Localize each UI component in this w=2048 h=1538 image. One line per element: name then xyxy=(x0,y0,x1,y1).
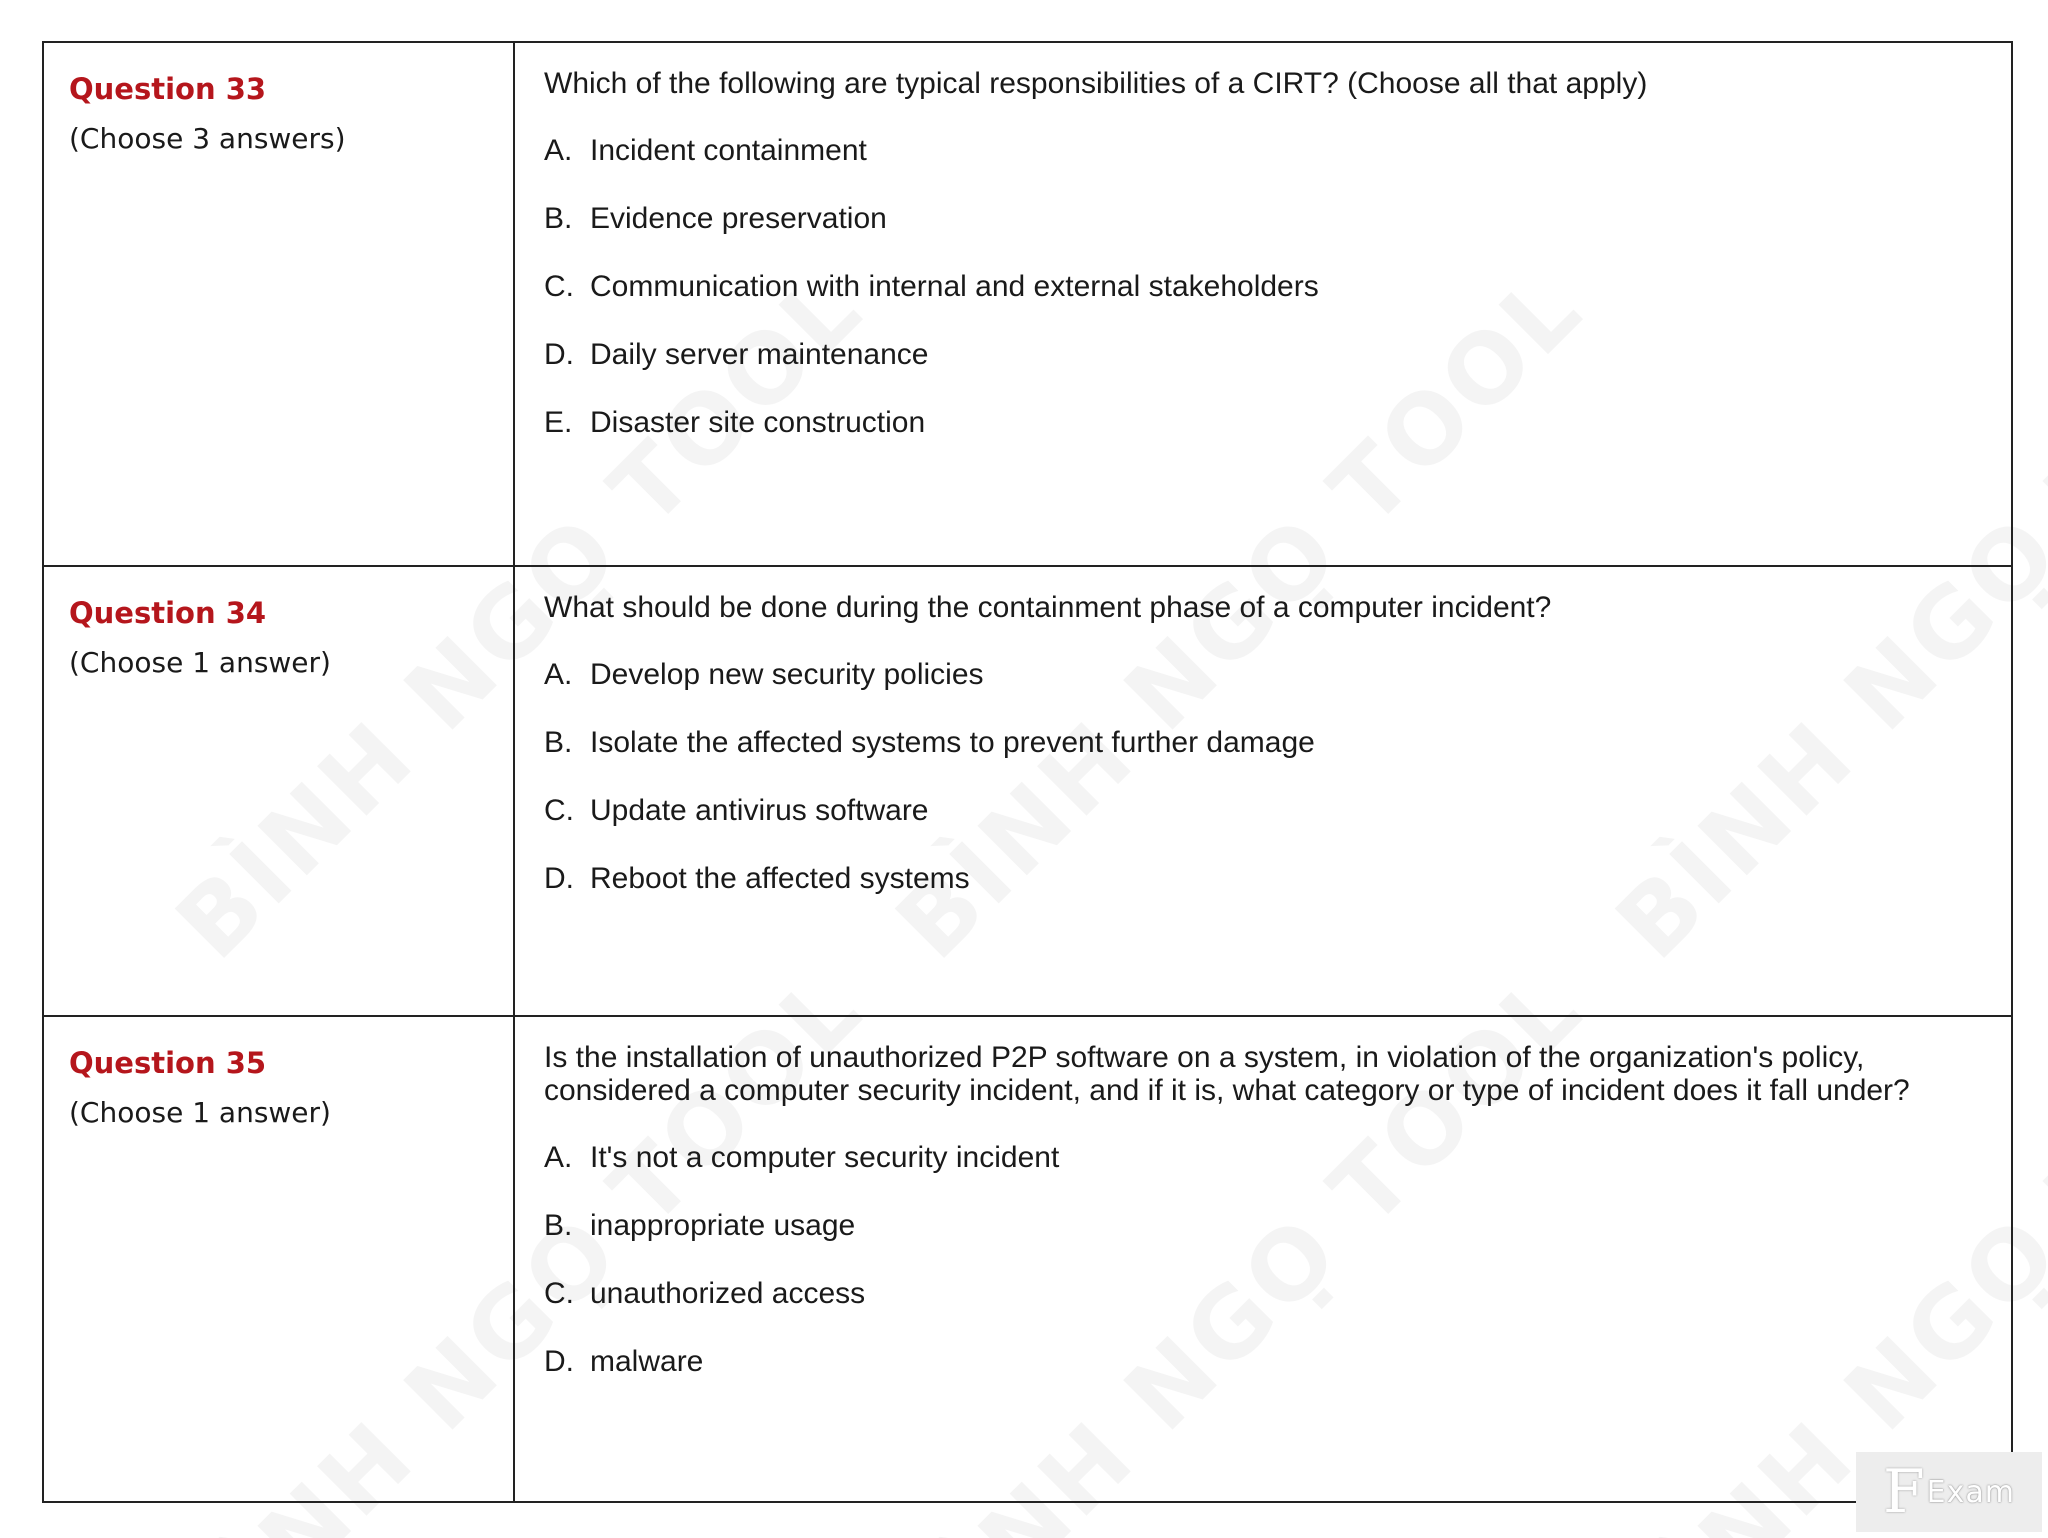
option-text: Communication with internal and external stakeholders xyxy=(590,270,1319,303)
logo-mark-icon: F xyxy=(1883,1457,1925,1527)
option-text: malware xyxy=(590,1345,704,1378)
question-table xyxy=(42,41,2013,1503)
option-letter: D. xyxy=(544,1345,574,1378)
option-text: Reboot the affected systems xyxy=(590,862,970,895)
option-text: Disaster site construction xyxy=(590,406,926,439)
option-letter: B. xyxy=(544,726,573,759)
question-meta-cell xyxy=(43,42,514,566)
answer-option[interactable] xyxy=(544,270,1981,304)
answer-option[interactable] xyxy=(544,202,1981,236)
option-letter: C. xyxy=(544,270,574,303)
option-letter: D. xyxy=(544,862,574,895)
option-text: Update antivirus software xyxy=(590,794,929,827)
option-letter: C. xyxy=(544,794,574,827)
option-text: Develop new security policies xyxy=(590,658,984,691)
question-number: Question 33 xyxy=(69,72,267,106)
question-body-cell xyxy=(514,566,2012,1016)
option-letter: D. xyxy=(544,338,574,371)
answer-option[interactable] xyxy=(544,1209,1981,1243)
question-body-cell xyxy=(514,1016,2012,1502)
logo-text: Exam xyxy=(1926,1474,2015,1510)
option-text: Incident containment xyxy=(590,134,867,167)
answer-option[interactable] xyxy=(544,338,1981,372)
option-letter: A. xyxy=(544,658,573,691)
question-number: Question 34 xyxy=(69,596,267,630)
answer-option[interactable] xyxy=(544,794,1981,828)
option-text: Evidence preservation xyxy=(590,202,887,235)
answer-option[interactable] xyxy=(544,134,1981,168)
option-letter: E. xyxy=(544,406,573,439)
option-text: unauthorized access xyxy=(590,1277,866,1310)
answer-option[interactable] xyxy=(544,1277,1981,1311)
question-text: Which of the following are typical responsibilities of a CIRT? (Choose all that apply) xyxy=(544,67,1648,100)
question-row xyxy=(43,1016,2012,1502)
question-meta-cell xyxy=(43,566,514,1016)
option-text: It's not a computer security incident xyxy=(590,1141,1060,1174)
option-text: Daily server maintenance xyxy=(590,338,929,371)
option-text: Isolate the affected systems to prevent further damage xyxy=(590,726,1315,759)
option-letter: B. xyxy=(544,202,573,235)
question-hint: (Choose 1 answer) xyxy=(69,646,331,679)
question-text: Is the installation of unauthorized P2P software on a system, in violation of the organization's policy, considered a computer security incident, and if it is, what category or type of incident does it fall under? xyxy=(544,1041,1910,1107)
question-body-cell xyxy=(514,42,2012,566)
question-hint: (Choose 1 answer) xyxy=(69,1096,331,1129)
question-row xyxy=(43,566,2012,1016)
option-letter: A. xyxy=(544,1141,573,1174)
question-text: What should be done during the containment phase of a computer incident? xyxy=(544,591,1552,624)
answer-option[interactable] xyxy=(544,1141,1981,1175)
question-row xyxy=(43,42,2012,566)
option-text: inappropriate usage xyxy=(590,1209,856,1242)
option-letter: B. xyxy=(544,1209,573,1242)
answer-option[interactable] xyxy=(544,658,1981,692)
question-meta-cell xyxy=(43,1016,514,1502)
question-hint: (Choose 3 answers) xyxy=(69,122,346,155)
option-letter: A. xyxy=(544,134,573,167)
fexam-logo xyxy=(1856,1452,2042,1532)
answer-option[interactable] xyxy=(544,862,1981,896)
option-letter: C. xyxy=(544,1277,574,1310)
question-number: Question 35 xyxy=(69,1046,267,1080)
answer-option[interactable] xyxy=(544,406,1981,440)
answer-option[interactable] xyxy=(544,726,1981,760)
answer-option[interactable] xyxy=(544,1345,1981,1379)
